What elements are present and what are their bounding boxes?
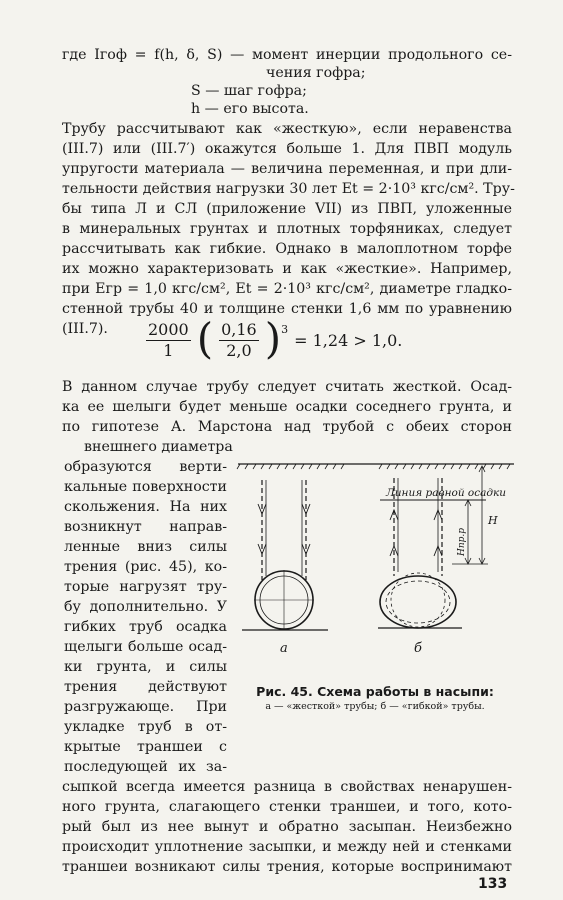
text-line: Трубу рассчитывают как «жесткую», если неравенства xyxy=(62,121,512,137)
label-a: а xyxy=(280,641,288,656)
denominator: 2,0 xyxy=(226,341,252,360)
text-line: стенной трубы 40 и толщине стенки 1,6 мм по уравнению xyxy=(62,301,512,317)
text-line: В данном случае трубу следует считать жесткой. Осад- xyxy=(62,379,512,395)
text-line: тельности действия нагрузки 30 лет Et = 2·10³ кгс/см². Тру- xyxy=(62,181,515,197)
text-line: бы типа Л и СЛ (приложение VII) из ПВП, уложенные xyxy=(62,201,512,217)
text-line: трения действуют xyxy=(64,679,227,695)
denominator: 1 xyxy=(163,341,174,360)
text-line: крытые траншеи с xyxy=(64,739,227,755)
text-line: скольжения. На них xyxy=(64,499,227,515)
text-line: разгружающе. При xyxy=(64,699,227,715)
text-line: кальные поверхности xyxy=(64,479,227,495)
text-line: происходит уплотнение засыпки, и между ней и стенками xyxy=(62,839,512,855)
figure-caption: Рис. 45. Схема работы в насыпи: xyxy=(256,684,494,699)
figure-caption-sub: а — «жесткой» трубы; б — «гибкой» трубы. xyxy=(265,701,485,712)
text-line: их можно характеризовать и как «жесткие». Например, xyxy=(62,261,512,277)
text-line: чения гофра; xyxy=(266,65,366,81)
right-paren: ) xyxy=(264,313,282,363)
formula xyxy=(146,313,403,363)
text-line: бу дополнительно. У xyxy=(64,599,227,615)
text-line: (III.7). xyxy=(62,321,108,337)
page-number: 133 xyxy=(478,876,508,892)
left-paren: ( xyxy=(196,313,214,363)
fraction-1 xyxy=(146,321,191,360)
text-line: рассчитывать как гибкие. Однако в малоплотном торфе xyxy=(62,241,512,257)
text-line: h — его высота. xyxy=(191,101,309,117)
figure-45 xyxy=(236,452,516,662)
text-line: где Iгоф = f(h, δ, S) — момент инерции продольного се- xyxy=(62,47,512,63)
fraction-2 xyxy=(219,321,259,360)
text-line: рый был из нее вынут и обратно засыпан. Неизбежно xyxy=(62,819,512,835)
text-line: гибких труб осадка xyxy=(64,619,227,635)
text-line: ка ее шелыги будет меньше осадки соседнего грунта, и xyxy=(62,399,512,415)
text-line: ного грунта, слагающего стенки траншеи, и того, кото- xyxy=(62,799,512,815)
text-line: ки грунта, и силы xyxy=(64,659,227,675)
text-line: трения (рис. 45), ко- xyxy=(64,559,227,575)
hpr-label: Hпр.р xyxy=(457,527,467,556)
text-line: последующей их за- xyxy=(64,759,227,775)
text-line: возникнут направ- xyxy=(64,519,227,535)
text-line: образуются верти- xyxy=(64,459,227,475)
text-line: торые нагрузят тру- xyxy=(64,579,227,595)
text-line: внешнего диаметра xyxy=(84,439,233,455)
formula-result: = 1,24 > 1,0. xyxy=(294,331,403,350)
exponent: 3 xyxy=(281,323,289,336)
equal-settlement-label: Линия равной осадки xyxy=(386,487,507,499)
text-line: S — шаг гофра; xyxy=(191,83,307,99)
text-line: щелыги больше осад- xyxy=(64,639,227,655)
text-line: ленные вниз силы xyxy=(64,539,227,555)
text-line: траншеи возникают силы трения, которые воспринимают xyxy=(62,859,512,875)
text-line: в минеральных грунтах и плотных торфяниках, следует xyxy=(62,221,512,237)
scheme-a xyxy=(242,480,328,630)
label-b: б xyxy=(414,641,422,656)
text-line: по гипотезе А. Марстона над трубой с обеих сторон xyxy=(62,419,512,435)
text-line: (III.7) или (III.7′) окажутся больше 1. Для ПВП модуль xyxy=(62,141,512,157)
text-line: при Eгр = 1,0 кгс/см², Et = 2·10³ кгс/см², диаметре гладко- xyxy=(62,281,512,297)
numerator: 0,16 xyxy=(221,320,257,339)
ground-surface xyxy=(237,464,514,469)
text-line: упругости материала — величина переменная, и при дли- xyxy=(62,161,512,177)
text-line: укладке труб в от- xyxy=(64,719,227,735)
text-line: сыпкой всегда имеется разница в свойствах ненарушен- xyxy=(62,779,512,795)
numerator: 2000 xyxy=(148,320,189,339)
h-label: H xyxy=(488,514,498,527)
